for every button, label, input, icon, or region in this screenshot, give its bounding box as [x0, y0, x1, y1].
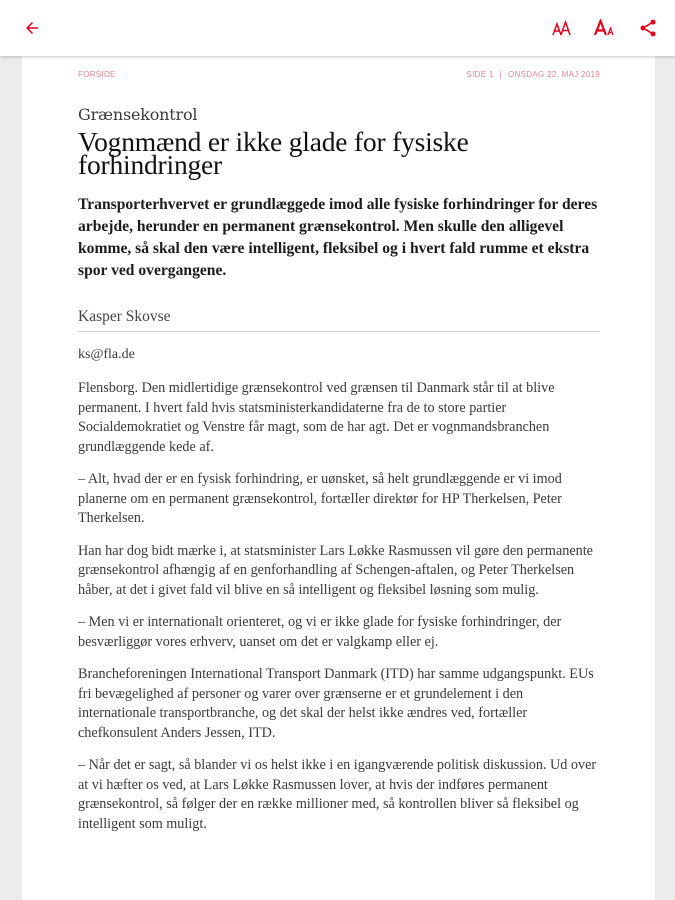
- body-paragraph: Brancheforeningen International Transport Danmark (ITD) har samme udgangspunkt. EUs fri bevægelighed af personer og varer over grænserne er et grundelement i den internationale transportbranche, og det skal der helst ikke ændres ved, fortæller chefkonsulent Anders Jessen, ITD.: [78, 666, 594, 741]
- author-byline: Kasper Skovse: [78, 307, 600, 332]
- font-size-increase-button[interactable]: [591, 14, 619, 42]
- article-content: [78, 104, 600, 834]
- font-size-decrease-button[interactable]: [549, 14, 577, 42]
- body-paragraph: – Men vi er internationalt orienteret, og vi er ikke glade for fysiske forhindringer, der besværliggør vores erhverv, uanset om det er valgkamp eller ej.: [78, 614, 562, 650]
- share-button[interactable]: [634, 14, 662, 42]
- body-paragraph: – Alt, hvad der er en fysisk forhindring, er uønsket, så helt grundlæggende er vi imod planerne om en permanent grænsekontrol, fortæller direktør for HP Therkelsen, Peter Therkelsen.: [78, 471, 562, 526]
- back-button[interactable]: [18, 14, 46, 42]
- publish-date: ONSDAG 22. MAJ 2019: [508, 70, 600, 79]
- meta-separator: |: [499, 70, 503, 79]
- arrow-left-icon: [23, 19, 41, 37]
- page-meta: [78, 70, 600, 82]
- top-app-bar: [0, 0, 675, 56]
- body-paragraph: Flensborg. Den midlertidige grænsekontrol ved grænsen til Danmark står til at blive permanent. I hvert fald hvis statsministerkandidaterne fra de to store partier Socialdemokratiet og Venstre får magt, som de har agt. Det er vognmandsbranchen grundlæggende kede af.: [78, 380, 555, 455]
- page-date-info: [466, 70, 600, 79]
- article-page: [22, 56, 655, 900]
- author-email[interactable]: ks@fla.de: [78, 347, 135, 362]
- body-paragraph: Han har dog bidt mærke i, at statsminister Lars Løkke Rasmussen vil gøre den permanente grænsekontrol afhængig af en genforhandling af Schengen-aftalen, og Peter Therkelsen håber, at det i givet fald vil blive en så intelligent og fleksibel løsning som mulig.: [78, 542, 593, 598]
- font-size-increase-icon: [594, 19, 616, 37]
- share-icon: [638, 18, 658, 38]
- article-kicker: Grænsekontrol: [78, 105, 198, 124]
- page-number: SIDE 1: [466, 70, 494, 79]
- article-lead: Transporterhvervet er grundlæggede imod alle fysiske forhindringer for deres arbejde, herunder en permanent grænsekontrol. Men skulle den alligevel komme, så skal den være intelligent, fleksibel og i hvert fald rumme et ekstra spor ved overgangene.: [78, 196, 598, 279]
- body-paragraph: – Når det er sagt, så blander vi os helst ikke i en igangværende politisk diskussion. Ud over at vi hæfter os ved, at Lars Løkke Rasmussen lover, at hvis der indføres permanent grænsekontrol, så følger der en række millioner med, så kontrollen bliver så fleksibel og intelligent som muligt.: [78, 757, 597, 832]
- section-label[interactable]: FORSIDE: [78, 70, 116, 79]
- article-headline: Vognmænd er ikke glade for fysiske forhindringer: [78, 126, 469, 180]
- font-size-decrease-icon: [552, 19, 574, 37]
